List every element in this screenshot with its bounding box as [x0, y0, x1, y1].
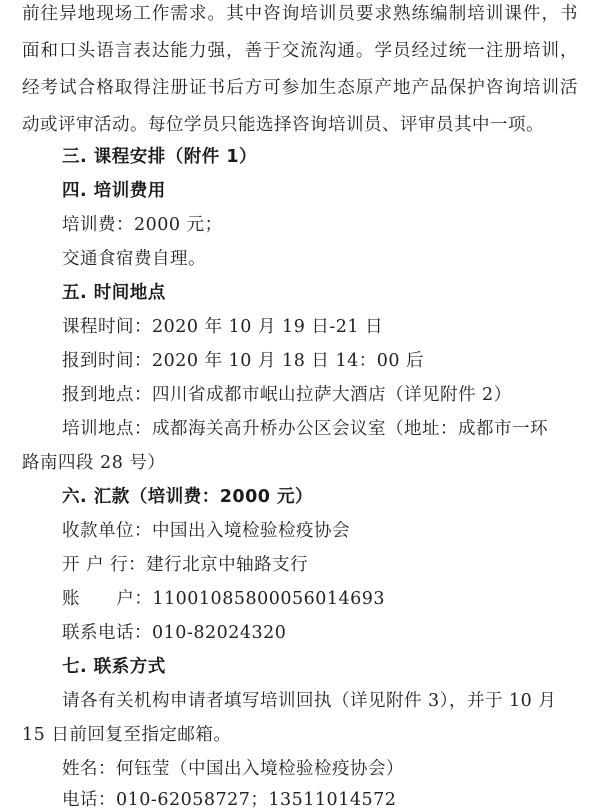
section-7-heading: 七. 联系方式 — [62, 657, 166, 677]
training-fee-line: 培训费：2000 元； — [62, 215, 223, 235]
section-3-heading: 三. 课程安排（附件 1） — [62, 147, 258, 167]
contact-phone-line: 联系电话：010-82024320 — [62, 623, 287, 643]
intro-line-3: 经考试合格取得注册证书后方可参加生态原产地产品保护咨询培训活 — [22, 78, 578, 98]
intro-line-1: 前往异地现场工作需求。其中咨询培训员要求熟练编制培训课件，书 — [22, 4, 578, 24]
request-line-2: 15 日前回复至指定邮箱。 — [22, 725, 232, 745]
section-6-heading: 六. 汇款（培训费：2000 元） — [62, 487, 314, 507]
intro-line-2: 面和口头语言表达能力强，善于交流沟通。学员经过统一注册培训， — [22, 41, 578, 61]
account-value: 11001085800056014693 — [152, 589, 386, 609]
training-place-line-2: 路南四段 28 号） — [22, 453, 166, 473]
bank-value: 建行北京中轴路支行 — [146, 555, 309, 575]
section-5-heading: 五. 时间地点 — [62, 283, 166, 303]
section-4-heading: 四. 培训费用 — [62, 181, 166, 201]
contact-name-line: 姓名：何钰莹（中国出入境检验检疫协会） — [62, 759, 404, 779]
account-line — [62, 588, 385, 610]
payee-line: 收款单位：中国出入境检验检疫协会 — [62, 521, 350, 541]
contact-tel-line: 电话：010-62058727；13511014572 — [62, 790, 397, 810]
checkin-place-line: 报到地点：四川省成都市岷山拉萨大酒店（详见附件 2） — [62, 385, 512, 405]
training-place-line-1: 培训地点：成都海关高升桥办公区会议室（地址：成都市一环 — [62, 419, 548, 439]
course-time-line: 课程时间：2020 年 10 月 19 日-21 日 — [62, 317, 384, 337]
request-line-1: 请各有关机构申请者填写培训回执（详见附件 3），并于 10 月 — [62, 691, 557, 711]
account-label: 账 户： — [62, 589, 153, 609]
travel-fee-line: 交通食宿费自理。 — [62, 249, 206, 269]
bank-label: 开 户 行： — [62, 555, 147, 575]
intro-line-4: 动或评审活动。每位学员只能选择咨询培训员、评审员其中一项。 — [22, 115, 544, 135]
checkin-time-line: 报到时间：2020 年 10 月 18 日 14：00 后 — [62, 351, 425, 371]
bank-line — [62, 554, 308, 576]
